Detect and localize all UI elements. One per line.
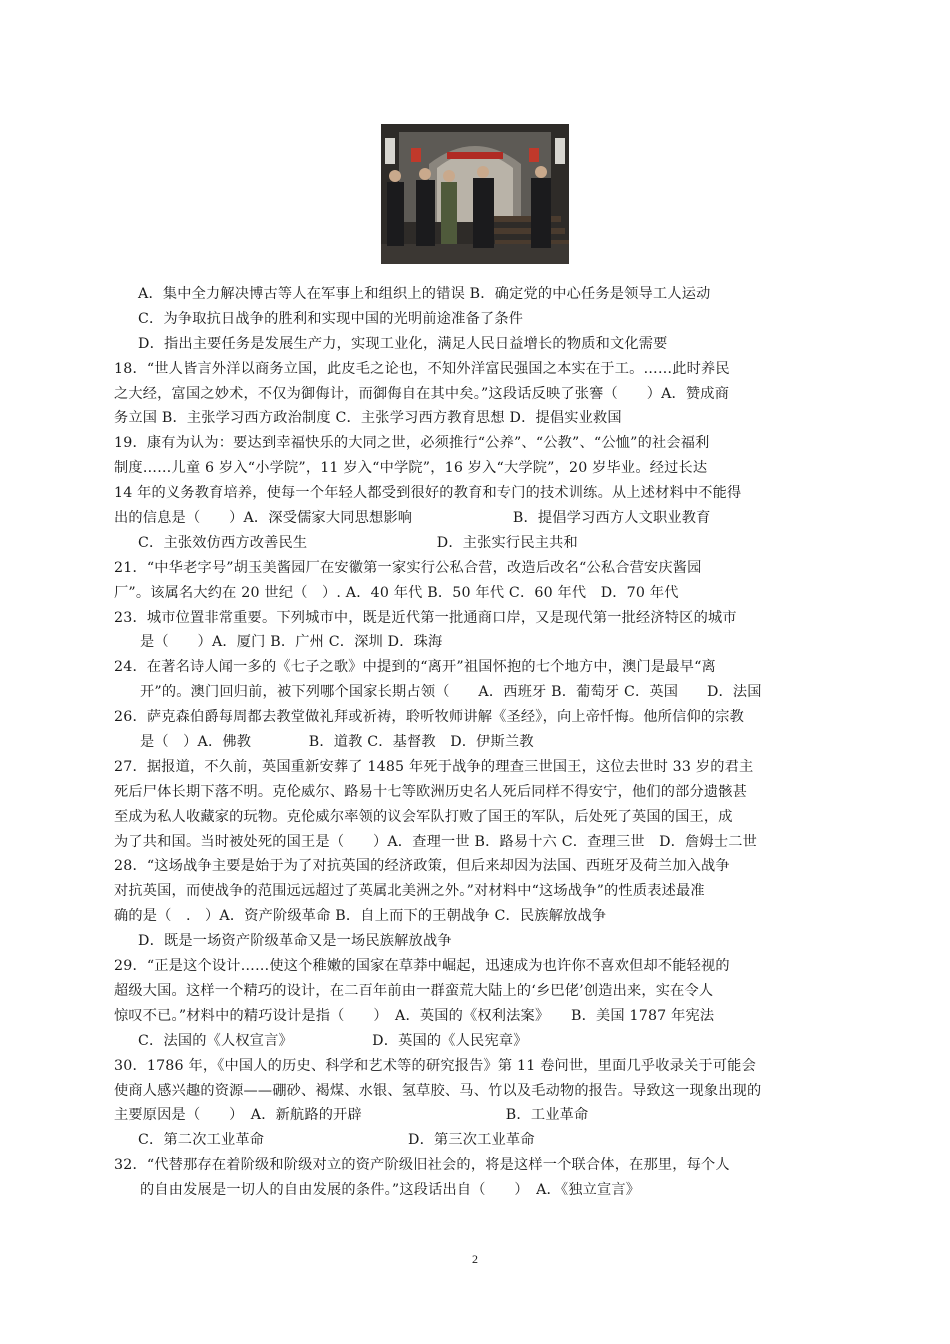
text-line: D．既是一场资产阶级革命又是一场民族解放战争	[138, 933, 452, 950]
text-line: 出的信息是（ ）A．深受儒家大同思想影响 B．提倡学习西方人文职业教育	[114, 510, 711, 527]
text-line: 为了共和国。当时被处死的国王是（ ）A．查理一世 B．路易十六 C．查理三世 D．詹姆士二世	[114, 833, 758, 850]
text-line: C．主张效仿西方改善民生 D．主张实行民主共和	[138, 534, 578, 551]
question-text-block	[114, 282, 839, 1203]
text-line: C．第二次工业革命 D．第三次工业革命	[138, 1132, 535, 1149]
text-line: 主要原因是（ ） A．新航路的开辟 B．工业革命	[114, 1107, 589, 1124]
question-30: 30．1786 年，《中国人的历史、科学和艺术等的研究报告》第 11 卷问世，里面几乎收录关于可能会	[114, 1057, 756, 1074]
question-18: 18．“世人皆言外洋以商务立国，此皮毛之论也，不知外洋富民强国之本实在于工。……此时养民	[114, 360, 730, 377]
question-27: 27．据报道，不久前，英国重新安葬了 1485 年死于战争的理查三世国王，这位去世时 33 岁的君主	[114, 758, 754, 775]
text-line: C．法国的《人权宣言》 D．英国的《人民宪章》	[138, 1032, 528, 1049]
question-19: 19．康有为认为：要达到幸福快乐的大同之世，必须推行“公养”、“公教”、“公恤”的社会福利	[114, 435, 710, 452]
text-line: 是（ ）A．厦门 B．广州 C．深圳 D．珠海	[140, 634, 443, 651]
question-24: 24．在著名诗人闻一多的《七子之歌》中提到的“离开”祖国怀抱的七个地方中，澳门是最早“离	[114, 659, 716, 676]
page-number: 2	[472, 1252, 478, 1266]
text-line: 超级大国。这样一个精巧的设计，在二百年前由一群蛮荒大陆上的‘乡巴佬’创造出来，实在令人	[114, 982, 714, 999]
text-line: A．集中全力解决博古等人在军事上和组织上的错误 B．确定党的中心任务是领导工人运动	[138, 286, 711, 302]
text-line: 厂”。该属名大约在 20 世纪（ ）. A．40 年代 B．50 年代 C．60 年代 D．70 年代	[114, 584, 679, 601]
text-line: 确的是（ . ）A．资产阶级革命 B．自上而下的王朝战争 C．民族解放战争	[114, 908, 607, 925]
text-line: 使商人感兴趣的资源——硼砂、褐煤、水银、氢草胶、马、竹以及毛动物的报告。导致这一现象出现的	[114, 1082, 762, 1099]
question-21: 21．“中华老字号”胡玉美酱园厂在安徽第一家实行公私合营，改造后改名“公私合营安庆酱园	[114, 559, 702, 576]
question-23: 23．城市位置非常重要。下列城市中，既是近代第一批通商口岸，又是现代第一批经济特区的城市	[114, 609, 737, 626]
question-28: 28．“这场战争主要是始于为了对抗英国的经济政策，但后来却因为法国、西班牙及荷兰加入战争	[114, 858, 730, 875]
meeting-hall-photo	[381, 124, 569, 264]
question-32: 32．“代替那存在着阶级和阶级对立的资产阶级旧社会的，将是这样一个联合体，在那里，每个人	[114, 1157, 730, 1174]
text-line: 14 年的义务教育培养，使每一个年轻人都受到很好的教育和专门的技术训练。从上述材料中不能得	[114, 485, 742, 502]
text-line: 的自由发展是一切人的自由发展的条件。”这段话出自（ ） A．《独立宣言》	[140, 1182, 641, 1199]
text-line: 之大经，富国之妙术，不仅为御侮计，而御侮自在其中矣。”这段话反映了张謇（ ）A．赞成商	[114, 385, 730, 402]
text-line: 惊叹不已。”材料中的精巧设计是指（ ） A．英国的《权利法案》 B．美国 1787 年宪法	[114, 1007, 715, 1024]
text-line: C．为争取抗日战争的胜利和实现中国的光明前途准备了条件	[138, 310, 524, 327]
text-line: 开”的。澳门回归前，被下列哪个国家长期占领（ A．西班牙 B．葡萄牙 C．英国 D．法国	[140, 684, 762, 701]
text-line: 务立国 B．主张学习西方政治制度 C．主张学习西方教育思想 D．提倡实业救国	[114, 410, 622, 427]
text-line: 制度……儿童 6 岁入“小学院”，11 岁入“中学院”，16 岁入“大学院”，20 岁毕业。经过长达	[114, 460, 708, 477]
text-line: 对抗英国，而使战争的范围远远超过了英属北美洲之外。”对材料中“这场战争”的性质表述最准	[114, 883, 705, 900]
question-29: 29．“正是这个设计……使这个稚嫩的国家在草莽中崛起，迅速成为也许你不喜欢但却不能轻视的	[114, 958, 730, 975]
text-line: 是（ ）A．佛教 B．道教 C．基督教 D．伊斯兰教	[140, 734, 534, 751]
question-26: 26．萨克森伯爵每周都去教堂做礼拜或祈祷，聆听牧师讲解《圣经》，向上帝忏悔。他所信仰的宗教	[114, 709, 745, 726]
text-line: 死后尸体长期下落不明。克伦威尔、路易十七等欧洲历史名人死后同样不得安宁，他们的部分遗骸甚	[114, 783, 748, 800]
text-line: D．指出主要任务是发展生产力，实现工业化，满足人民日益增长的物质和文化需要	[138, 335, 668, 352]
text-line: 至成为私人收藏家的玩物。克伦威尔率领的议会军队打败了国王的军队，后处死了英国的国王，成	[114, 808, 733, 825]
